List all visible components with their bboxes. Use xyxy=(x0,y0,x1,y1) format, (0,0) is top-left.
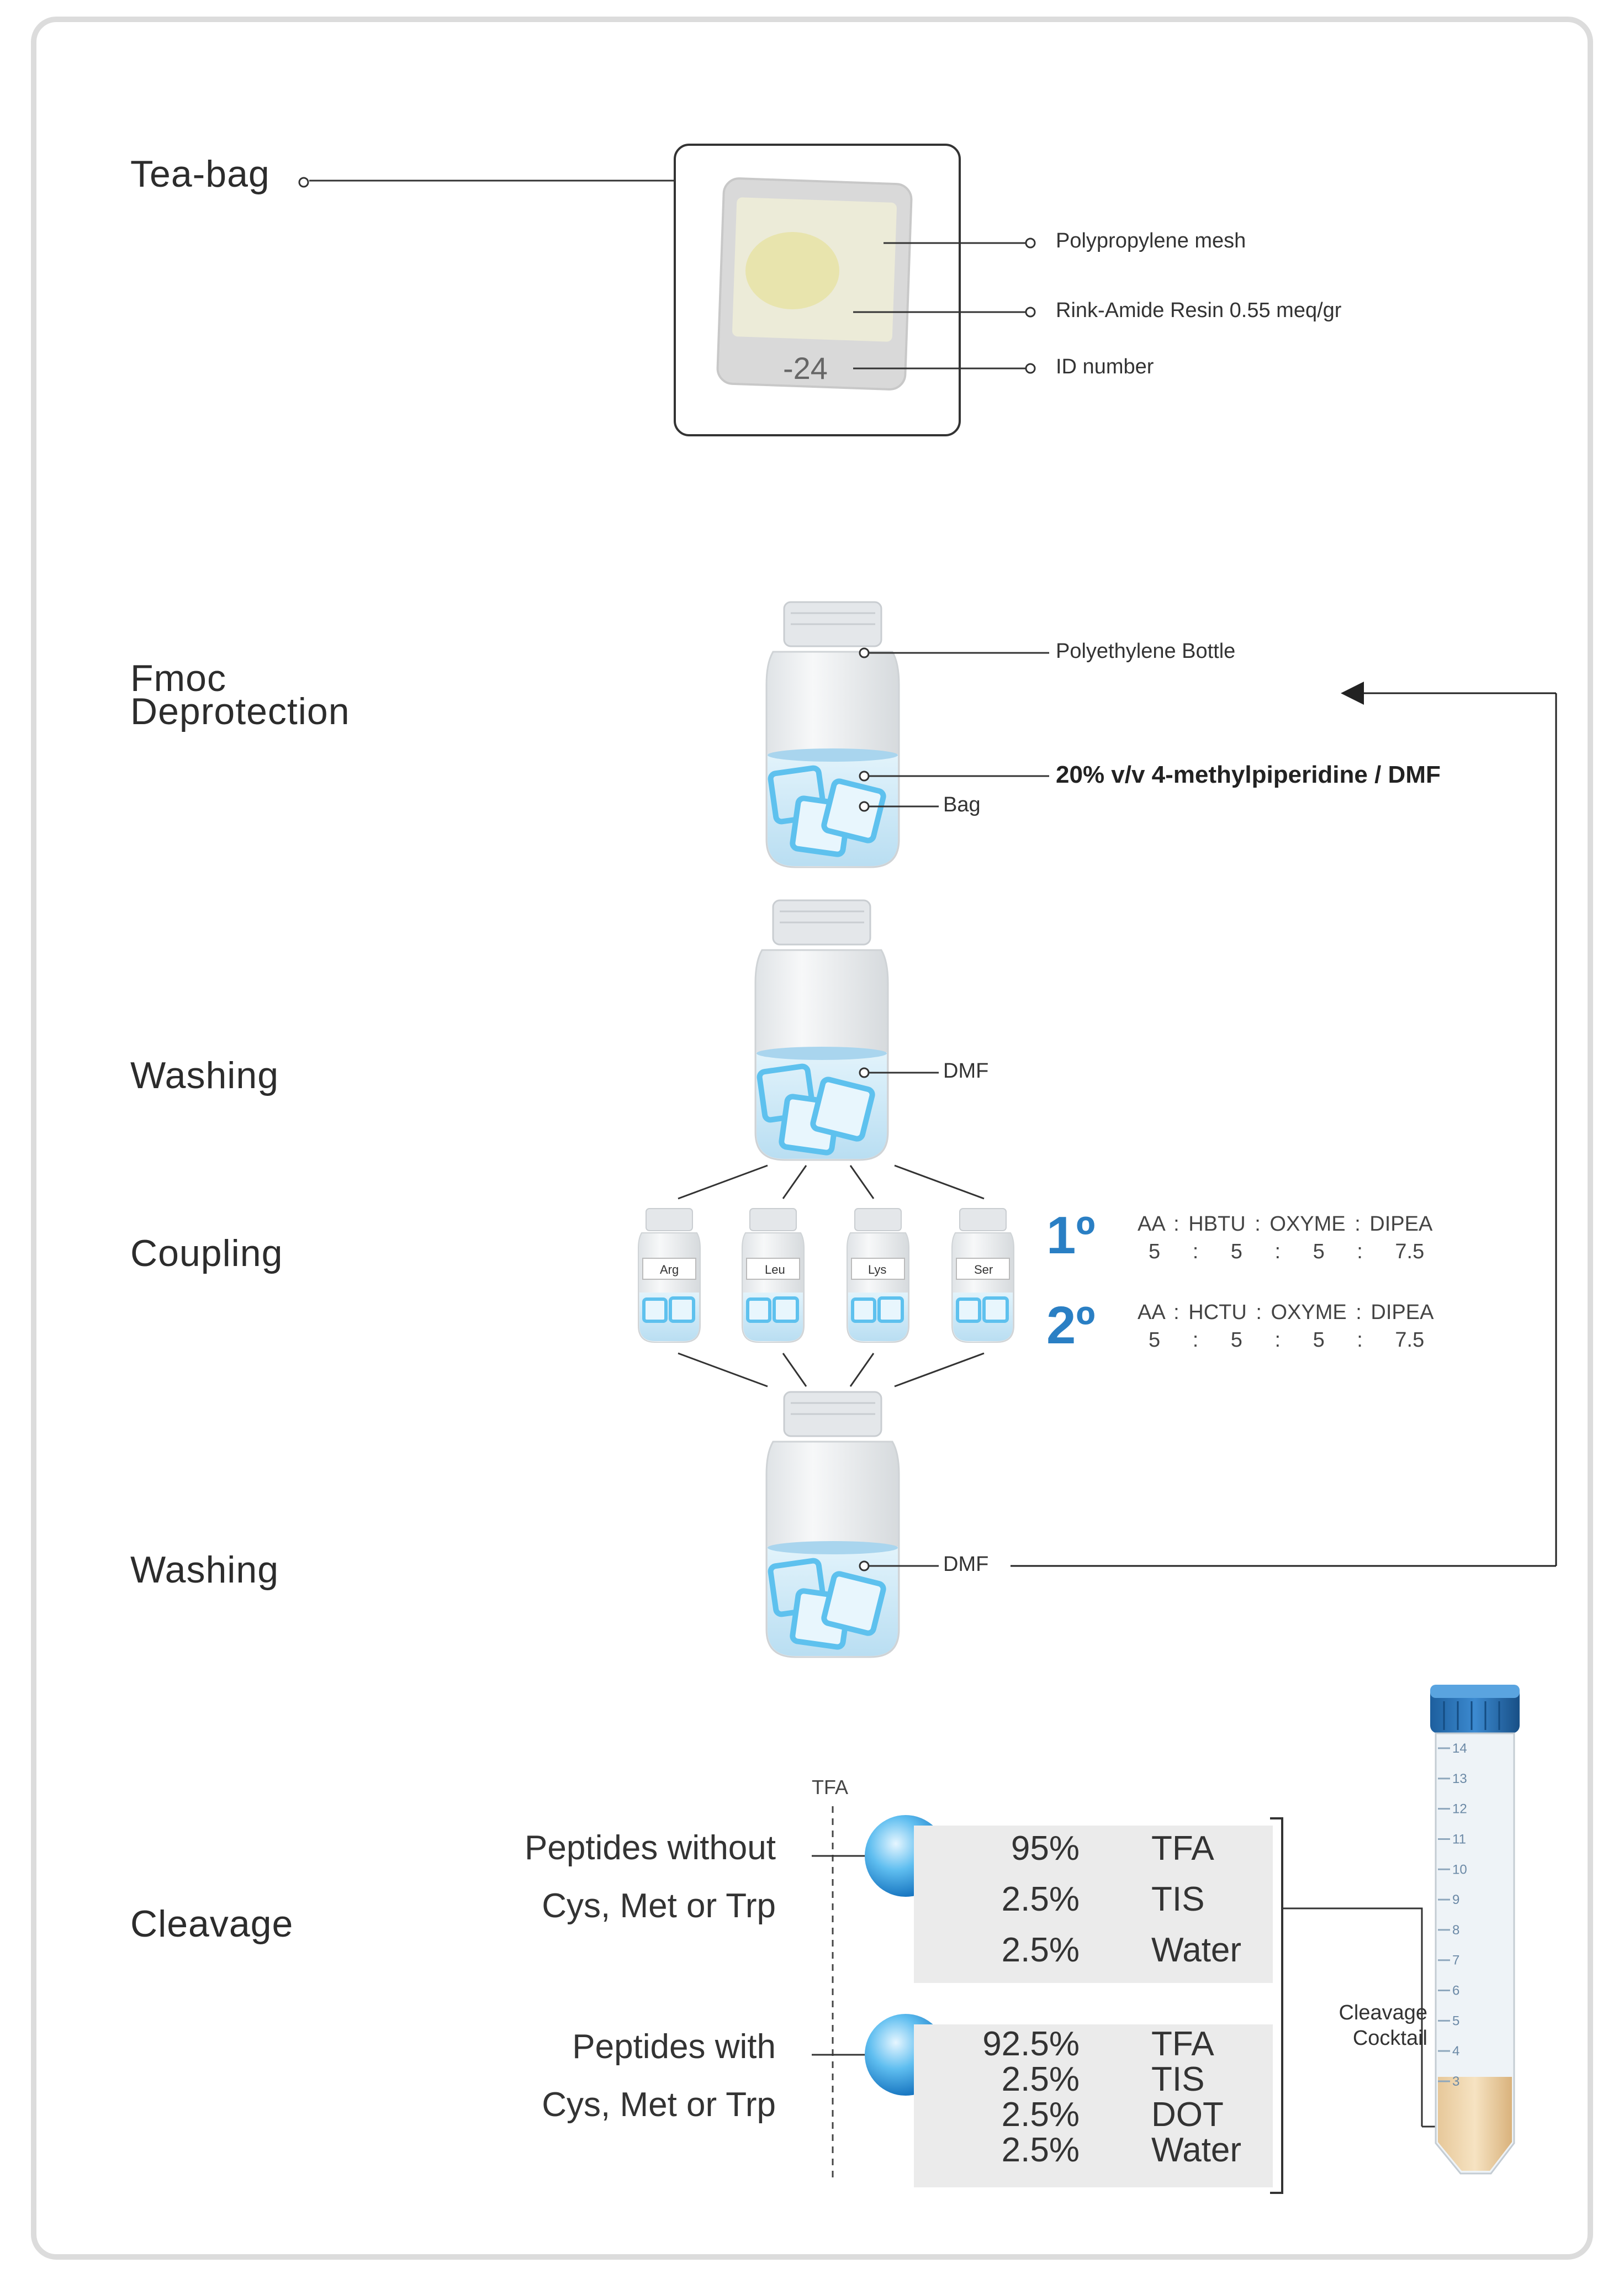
cocktail-2-pct-1: 2.5% xyxy=(1001,2060,1080,2098)
coupling-second-ratio: 5 : 5 : 5 : 7.5 xyxy=(1149,1328,1425,1352)
vial-label-arg: Arg xyxy=(660,1263,679,1276)
tube-scale-number: 9 xyxy=(1452,1892,1460,1908)
falcon-tube xyxy=(1430,1685,1520,2174)
cocktail-2-name-0: TFA xyxy=(1151,2025,1214,2063)
bottle-washing-2 xyxy=(766,1392,899,1657)
step-label-cleavage: Cleavage xyxy=(130,1903,294,1945)
coupling-second-header: AA : HCTU : OXYME : DIPEA xyxy=(1138,1301,1434,1324)
vial-label-ser: Ser xyxy=(974,1263,993,1276)
teabag-photo xyxy=(675,145,960,435)
cocktail-1-pct-2: 2.5% xyxy=(1001,1931,1080,1969)
step-label-washing-1: Washing xyxy=(130,1054,279,1096)
annotation-washing-1-dmf: DMF xyxy=(943,1059,989,1083)
cocktail-1-name-2: Water xyxy=(1151,1931,1242,1969)
annotation-id-number: ID number xyxy=(1056,355,1154,378)
cleavage-cocktail-line2: Cocktail xyxy=(1352,2026,1427,2050)
teabag-id-marking: -24 xyxy=(783,351,828,386)
cocktail-1-pct-1: 2.5% xyxy=(1001,1880,1080,1918)
coupling-branch-lines xyxy=(678,1165,984,1386)
cocktail-box-2 xyxy=(914,2024,1273,2187)
tube-scale-number: 8 xyxy=(1452,1922,1460,1938)
step-label-washing-2: Washing xyxy=(130,1549,279,1591)
tube-scale-number: 12 xyxy=(1452,1801,1467,1817)
tube-scale-number: 7 xyxy=(1452,1953,1460,1968)
cleavage-group1-line1: Peptides without xyxy=(525,1829,776,1867)
cocktail-1-name-1: TIS xyxy=(1151,1880,1205,1918)
cleavage-cocktail-line1: Cleavage xyxy=(1339,2001,1427,2024)
tube-scale-number: 4 xyxy=(1452,2044,1460,2059)
cocktail-box-1 xyxy=(914,1826,1273,1983)
annotation-polypropylene-mesh: Polypropylene mesh xyxy=(1056,229,1246,252)
cleavage-group1-line2: Cys, Met or Trp xyxy=(542,1887,776,1925)
annotation-bag: Bag xyxy=(943,793,981,816)
tube-scale-number: 6 xyxy=(1452,1983,1460,1998)
cocktail-2-name-1: TIS xyxy=(1151,2060,1205,2098)
coupling-first-ordinal: 1º xyxy=(1046,1206,1096,1265)
cocktail-2-name-2: DOT xyxy=(1151,2096,1224,2134)
vial-label-lys: Lys xyxy=(868,1263,887,1276)
coupling-first-ratio: 5 : 5 : 5 : 7.5 xyxy=(1149,1240,1425,1263)
annotation-rink-amide-resin: Rink-Amide Resin 0.55 meq/gr xyxy=(1056,299,1342,322)
cocktail-1-pct-0: 95% xyxy=(1011,1829,1080,1868)
coupling-second-ordinal: 2º xyxy=(1046,1296,1096,1355)
tube-scale-number: 11 xyxy=(1452,1832,1466,1847)
tube-scale-number: 14 xyxy=(1452,1741,1467,1756)
coupling-vials xyxy=(638,1209,1014,1342)
cocktail-2-pct-2: 2.5% xyxy=(1001,2096,1080,2134)
vial-label-leu: Leu xyxy=(765,1263,785,1276)
annotation-washing-2-dmf: DMF xyxy=(943,1553,989,1576)
step-label-coupling: Coupling xyxy=(130,1232,283,1274)
cycle-return-arrow xyxy=(1011,693,1556,1566)
tube-scale-number: 5 xyxy=(1452,2013,1460,2029)
cocktail-2-pct-3: 2.5% xyxy=(1001,2131,1080,2169)
bottle-washing-1 xyxy=(755,900,888,1160)
coupling-first-header: AA : HBTU : OXYME : DIPEA xyxy=(1138,1212,1433,1236)
tube-scale-number: 10 xyxy=(1452,1862,1467,1877)
tube-scale-number: 13 xyxy=(1452,1771,1467,1786)
tube-scale-number: 3 xyxy=(1452,2074,1460,2089)
cocktail-1-name-0: TFA xyxy=(1151,1829,1214,1868)
step-label-fmoc-line2: Deprotection xyxy=(130,690,350,732)
step-label-fmoc-line1: Fmoc xyxy=(130,657,226,699)
cleavage-group2-line2: Cys, Met or Trp xyxy=(542,2086,776,2124)
cocktail-2-name-3: Water xyxy=(1151,2131,1242,2169)
annotation-polyethylene-bottle: Polyethylene Bottle xyxy=(1056,640,1236,663)
step-label-teabag: Tea-bag xyxy=(130,153,270,195)
cleavage-cocktail-label xyxy=(1309,2001,1427,2051)
cleavage-group2-line1: Peptides with xyxy=(572,2028,776,2066)
cocktail-2-pct-0: 92.5% xyxy=(982,2025,1080,2063)
annotation-deprotection-reagent: 20% v/v 4-methylpiperidine / DMF xyxy=(1056,761,1441,788)
bottle-deprotection xyxy=(766,602,899,867)
cleavage-tfa-label: TFA xyxy=(812,1776,849,1798)
